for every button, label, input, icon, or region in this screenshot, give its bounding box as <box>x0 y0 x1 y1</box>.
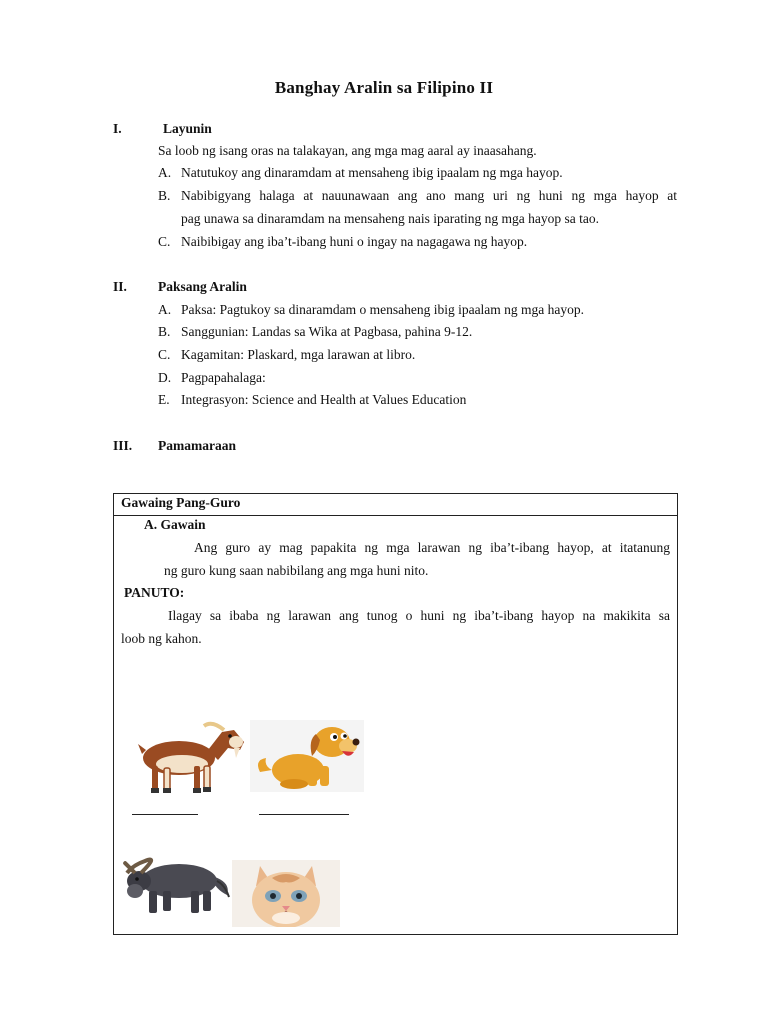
gawain-line-1: Ang guro ay mag papakita ng mga larawan ng iba’t-ibang hayop, at itatanung <box>194 540 670 555</box>
s2-item-a-letter: A. <box>158 302 172 317</box>
section-2-numeral: II. <box>113 279 127 294</box>
section-1-intro: Sa loob ng isang oras na talakayan, ang mga mag aaral ay inaasahang. <box>158 143 537 158</box>
section-1-numeral: I. <box>113 121 122 136</box>
s1-item-b-continuation: pag unawa sa dinaramdam na mensaheng nais iparating ng mga hayop sa tao. <box>181 211 599 226</box>
panuto-line-2: loob ng kahon. <box>121 631 202 646</box>
section-2-heading: Paksang Aralin <box>158 279 247 294</box>
s1-item-c-text: Naibibigay ang iba’t-ibang huni o ingay na nagagawa ng hayop. <box>181 234 528 249</box>
table-header-label: Gawaing Pang-Guro <box>121 495 241 510</box>
section-1-heading: Layunin <box>163 121 212 136</box>
kitten-photo-icon <box>232 860 340 927</box>
s1-item-c-letter: C. <box>158 234 171 249</box>
section-3-numeral: III. <box>113 438 133 453</box>
kitten-picture <box>232 860 340 927</box>
carabao-picture <box>119 851 233 917</box>
goat-picture <box>124 720 248 796</box>
s2-item-e-text: Integrasyon: Science and Health at Values Education <box>181 392 467 407</box>
table-header-row <box>114 494 677 516</box>
s1-item-a-letter: A. <box>158 165 172 180</box>
carabao-illustration-icon <box>119 851 233 917</box>
s2-item-d-text: Pagpapahalaga: <box>181 370 266 385</box>
panuto-line-1: Ilagay sa ibaba ng larawan ang tunog o huni ng iba’t-ibang hayop na makikita sa <box>168 608 670 623</box>
answer-blank-goat[interactable] <box>132 814 198 815</box>
document-title: Banghay Aralin sa Filipino II <box>274 78 494 97</box>
s2-item-a-text: Paksa: Pagtukoy sa dinaramdam o mensaheng ibig ipaalam ng mga hayop. <box>181 302 585 317</box>
dog-picture <box>250 720 364 792</box>
goat-illustration-icon <box>124 720 248 796</box>
dog-illustration-icon <box>250 720 364 792</box>
s2-item-b-text: Sanggunian: Landas sa Wika at Pagbasa, pahina 9-12. <box>181 324 473 339</box>
s2-item-e-letter: E. <box>158 392 170 407</box>
s1-item-b-letter: B. <box>158 188 171 203</box>
gawain-line-2: ng guro kung saan nabibilang ang mga huni nito. <box>164 563 429 578</box>
s1-item-a-text: Natutukoy ang dinaramdam at mensaheng ibig ipaalam ng mga hayop. <box>181 165 563 180</box>
panuto-label: PANUTO: <box>124 585 185 600</box>
activity-table <box>113 493 678 935</box>
answer-blank-dog[interactable] <box>259 814 349 815</box>
s2-item-c-text: Kagamitan: Plaskard, mga larawan at libro. <box>181 347 416 362</box>
gawain-label: A. Gawain <box>144 517 206 532</box>
s2-item-b-letter: B. <box>158 324 171 339</box>
section-3-heading: Pamamaraan <box>158 438 236 453</box>
s1-item-b-text: Nabibigyang halaga at nauunawaan ang ano mang uri ng huni ng mga hayop at <box>181 188 677 203</box>
s2-item-c-letter: C. <box>158 347 171 362</box>
s2-item-d-letter: D. <box>158 370 172 385</box>
